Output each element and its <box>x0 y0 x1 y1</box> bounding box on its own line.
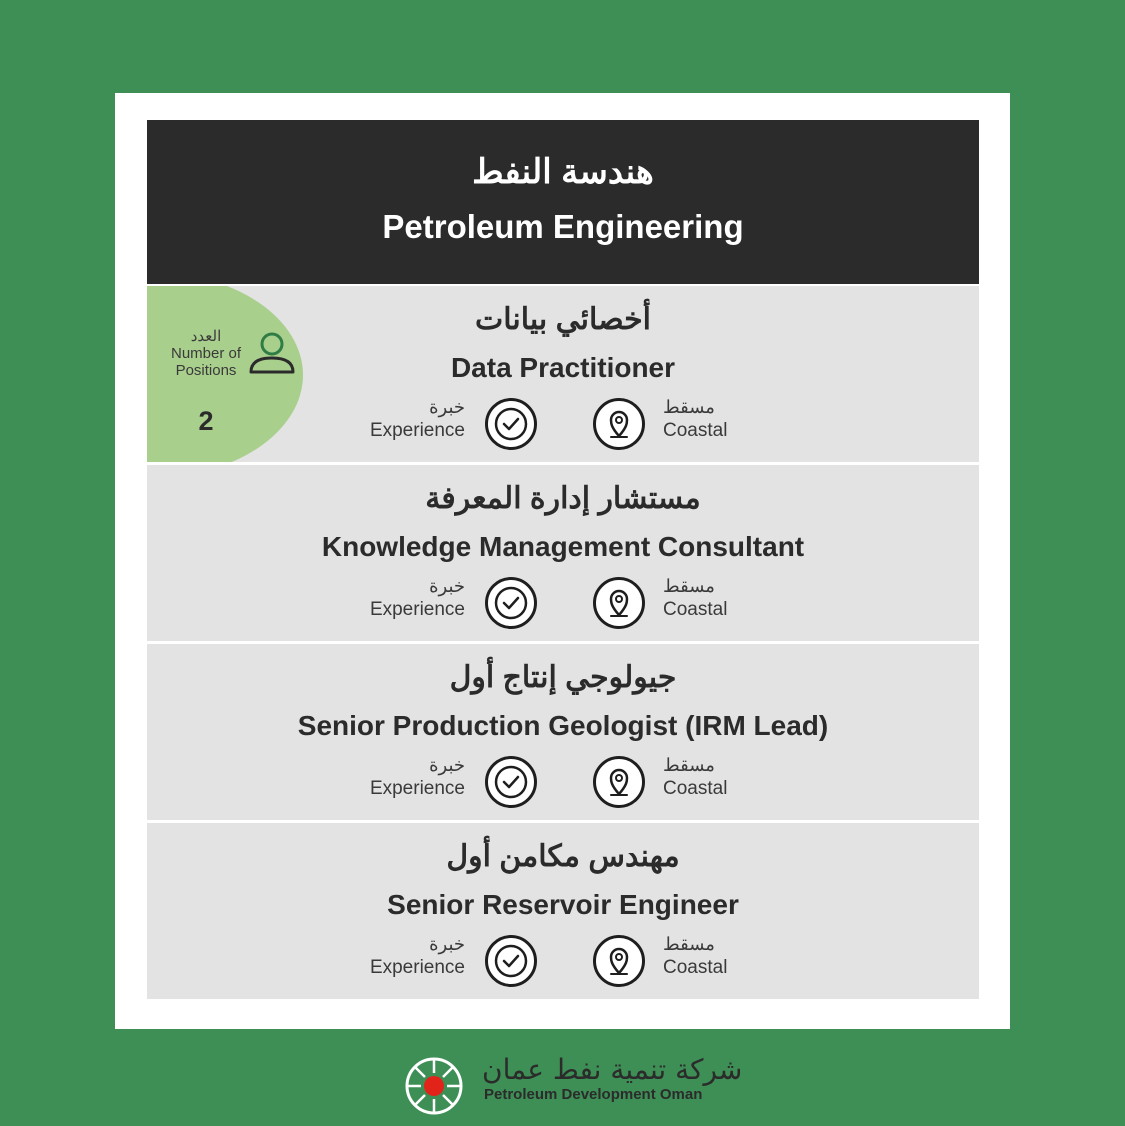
department-header <box>147 120 979 284</box>
job-card <box>115 93 1010 1029</box>
location-label-en: Coastal <box>663 778 728 799</box>
experience-label-ar: خبرة <box>429 576 465 596</box>
experience-label <box>370 933 465 979</box>
job-title-ar: مهندس مكامن أول <box>446 840 680 873</box>
department-title-ar: هندسة النفط <box>472 153 654 191</box>
experience-label <box>370 754 465 800</box>
positions-count: 2 <box>198 406 214 436</box>
check-circle-icon <box>485 935 537 987</box>
location-label <box>663 933 727 979</box>
location-pin-icon <box>593 398 645 450</box>
check-circle-icon <box>485 398 537 450</box>
experience-label <box>370 575 465 621</box>
location-label-ar: مسقط <box>663 397 715 417</box>
company-name-en: Petroleum Development Oman <box>484 1086 703 1103</box>
location-label-en: Coastal <box>663 599 728 620</box>
job-title-ar: أخصائي بيانات <box>474 303 651 336</box>
experience-label-en: Experience <box>369 957 465 978</box>
location-label-en: Coastal <box>663 957 728 978</box>
job-title-ar: جيولوجي إنتاج أول <box>449 661 677 694</box>
experience-label-ar: خبرة <box>429 934 465 954</box>
positions-label-line2: Positions <box>175 362 237 379</box>
check-circle-icon <box>485 756 537 808</box>
job-row <box>147 823 979 999</box>
experience-label-en: Experience <box>369 599 465 620</box>
job-title-en: Senior Reservoir Engineer <box>387 889 739 920</box>
positions-label-line1: Number of <box>170 345 242 362</box>
location-label <box>663 575 727 621</box>
experience-label-en: Experience <box>369 420 465 441</box>
job-title-en: Knowledge Management Consultant <box>321 531 805 562</box>
experience-label <box>370 396 465 442</box>
experience-label-en: Experience <box>369 778 465 799</box>
job-title-ar: مستشار إدارة المعرفة <box>425 482 701 515</box>
location-label-ar: مسقط <box>663 934 715 954</box>
check-circle-icon <box>485 577 537 629</box>
location-label <box>663 754 727 800</box>
experience-label-ar: خبرة <box>429 397 465 417</box>
job-row <box>147 465 979 641</box>
location-label-en: Coastal <box>663 420 728 441</box>
job-row <box>147 644 979 820</box>
location-pin-icon <box>593 577 645 629</box>
job-panel <box>147 120 979 1000</box>
job-row <box>147 286 979 462</box>
department-title-en: Petroleum Engineering <box>382 208 744 245</box>
pdo-logo-icon <box>402 1054 466 1118</box>
location-pin-icon <box>593 756 645 808</box>
experience-label-ar: خبرة <box>429 755 465 775</box>
location-label <box>663 396 727 442</box>
job-title-en: Data Practitioner <box>450 352 676 383</box>
location-label-ar: مسقط <box>663 576 715 596</box>
location-pin-icon <box>593 935 645 987</box>
positions-label-ar: العدد <box>190 328 222 345</box>
location-label-ar: مسقط <box>663 755 715 775</box>
job-title-en: Senior Production Geologist (IRM Lead) <box>297 710 829 741</box>
company-name-ar: شركة تنمية نفط عمان <box>482 1053 743 1086</box>
